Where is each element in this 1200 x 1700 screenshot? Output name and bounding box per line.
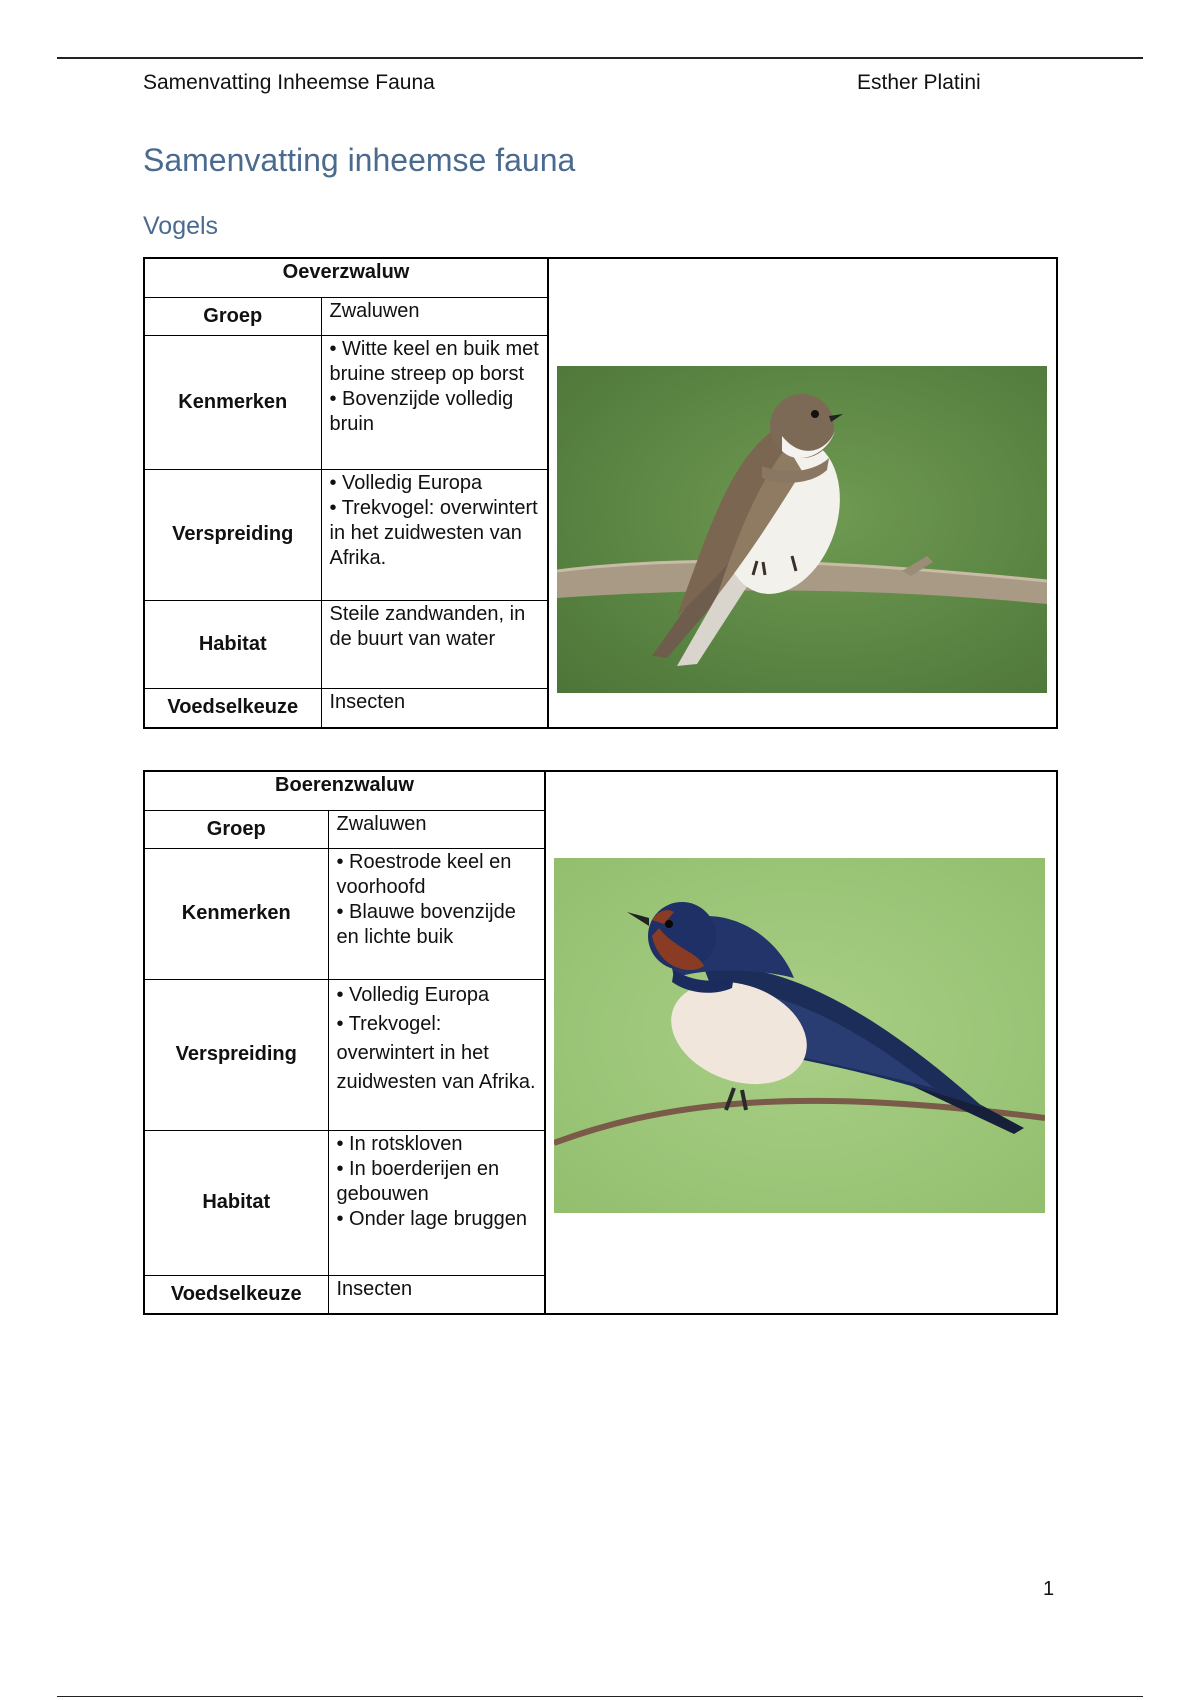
barn-swallow-photo <box>554 858 1045 1213</box>
species-info-table <box>145 259 549 727</box>
row-value-verspreiding: • Volledig Europa • Trekvogel: overwintert in het zuidwesten van Afrika. <box>321 469 547 600</box>
row-value-verspreiding: • Volledig Europa • Trekvogel: overwintert in het zuidwesten van Afrika. <box>328 979 544 1130</box>
section-heading: Vogels <box>143 212 219 240</box>
header-rule <box>57 57 1143 59</box>
row-value-habitat: • In rotskloven • In boerderijen en gebouwen • Onder lage bruggen <box>328 1130 544 1275</box>
species-card-boerenzwaluw <box>143 770 1058 1315</box>
row-label-groep: Groep <box>145 297 321 335</box>
row-label-kenmerken: Kenmerken <box>145 848 328 979</box>
row-label-voedselkeuze: Voedselkeuze <box>145 1275 328 1313</box>
document-title: Samenvatting inheemse fauna <box>143 142 576 178</box>
running-header-title: Samenvatting Inheemse Fauna <box>143 71 435 94</box>
row-label-verspreiding: Verspreiding <box>145 469 321 600</box>
row-value-groep: Zwaluwen <box>321 297 547 335</box>
row-value-habitat: Steile zandwanden, in de buurt van water <box>321 600 547 688</box>
sand-martin-photo <box>557 366 1047 693</box>
row-value-voedselkeuze: Insecten <box>328 1275 544 1313</box>
row-label-habitat: Habitat <box>145 1130 328 1275</box>
footer-rule <box>57 1696 1143 1697</box>
row-label-groep: Groep <box>145 810 328 848</box>
row-label-kenmerken: Kenmerken <box>145 335 321 469</box>
species-name: Oeverzwaluw <box>145 259 547 297</box>
running-header-author: Esther Platini <box>857 71 981 94</box>
page-number: 1 <box>1043 1578 1055 1600</box>
species-name: Boerenzwaluw <box>145 772 544 810</box>
row-value-kenmerken: • Roestrode keel en voorhoofd • Blauwe bovenzijde en lichte buik <box>328 848 544 979</box>
row-value-groep: Zwaluwen <box>328 810 544 848</box>
row-value-voedselkeuze: Insecten <box>321 688 547 727</box>
row-label-habitat: Habitat <box>145 600 321 688</box>
row-label-voedselkeuze: Voedselkeuze <box>145 688 321 727</box>
species-info-table <box>145 772 546 1313</box>
row-label-verspreiding: Verspreiding <box>145 979 328 1130</box>
row-value-kenmerken: • Witte keel en buik met bruine streep op borst • Bovenzijde volledig bruin <box>321 335 547 469</box>
species-card-oeverzwaluw <box>143 257 1058 729</box>
